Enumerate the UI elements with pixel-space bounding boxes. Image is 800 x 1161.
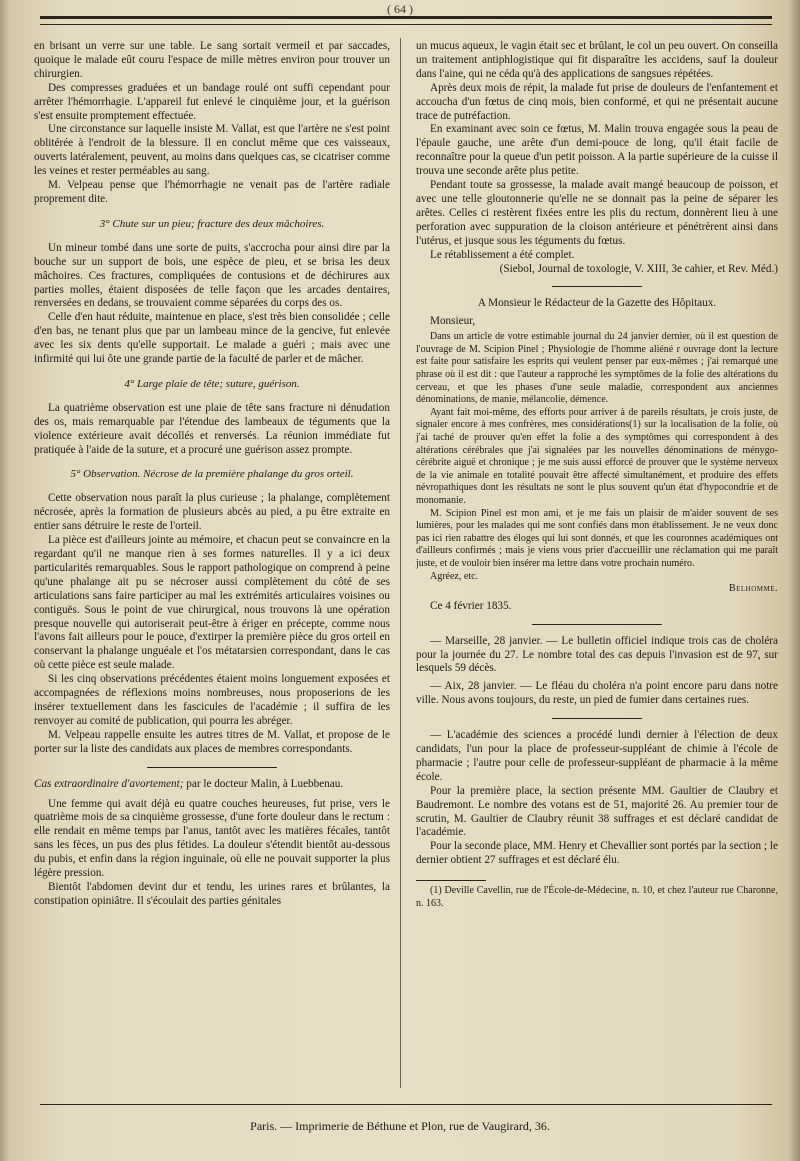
paragraph: Dans un article de votre estimable journal du 24 janvier dernier, où il est question de l'ouvrage de M. Scipion Pinel ; Physiologie de l'homme aliéné r ouvrage dont la lecture est faite pour satisfaire les esprits qui veulent penser par eux-mêmes ; j'ai remarqué une phrase où il est dit : que l'auteur a rapproché les symptômes de la folie des altérations du cerveau, et que les phases d'une seule maladie, correspondent aux anciennes dénominations, de manie, mélancolie, démence. [416, 331, 778, 406]
section-rule [552, 286, 642, 287]
top-rule [40, 16, 772, 25]
section-heading: 3° Chute sur un pieu; fracture des deux mâchoires. [99, 217, 325, 230]
article-title: Cas extraordinaire d'avortement; [34, 777, 184, 790]
imprint-footer: Paris. — Imprimerie de Béthune et Plon, rue de Vaugirard, 36. [250, 1119, 550, 1133]
paragraph: Une femme qui avait déjà eu quatre couches heureuses, fut prise, vers le quatrième mois de sa cinquième grossesse, d'une forte douleur dans le rectum : elle rendait en même temps par l'anus, tantôt avec les matières fécales, tantôt sans les fèces, un pus des plus fétides. La douleur s'étendit bientôt au-dessous du pubis, et enfin dans la région inguinale, où elle ne pouvait supporter la plus légère pression. [34, 797, 390, 880]
signature: Belhomme. [728, 583, 778, 595]
news-item: — Aix, 28 janvier. — Le fléau du choléra n'a point encore paru dans notre ville. Nous avons toujours, du reste, un pied de fumier dans certaines rues. [416, 680, 778, 707]
paragraph: Un mineur tombé dans une sorte de puits, s'accrocha pour ainsi dire par la bouche sur un support de bois, une espèce de pieu, et se brisa les deux mâchoires. Ces fractures, compliquées de contusions et de déchirures aux parties molles, étaient disposées de telle façon que les arcades dentaires, renversées en dedans, se trouvaient comme séparées du corps des os. [34, 241, 390, 310]
footer-rule [40, 1104, 772, 1105]
paragraph: Cette observation nous paraît la plus curieuse ; la phalange, complètement nécrosée, après la formation de plusieurs abcès au pied, a pu être extraite en entier sans détruire le reste de l'orteil. [34, 492, 390, 533]
paragraph: La quatrième observation est une plaie de tête sans fracture ni dénudation des os, mais remarquable par l'étendue des lambeaux de téguments que la violence extérieure avait décollés et renversés. La réunion immédiate fut pratiquée à l'aide de la suture, et a procuré une guérison assez prompte. [34, 401, 390, 456]
paragraph: M. Velpeau pense que l'hémorrhagie ne venait pas de l'artère radiale proprement dite. [34, 179, 390, 205]
paragraph: En examinant avec soin ce fœtus, M. Malin trouva engagée sous la peau de l'épaule gauche, une arête d'un demi-pouce de long, qu'il était facile de reconnaître pour la queue d'un petit poisson. A la partie supérieure de la cuisse il trouva une seconde arête plus petite. [416, 123, 778, 178]
page-edge-shadow-left [0, 0, 10, 1161]
article-author: par le docteur Malin, à Luebbenau. [183, 777, 344, 790]
paragraph: Une circonstance sur laquelle insiste M. Vallat, est que l'artère ne s'est point oblitérée à l'endroit de la blessure. Il en conclut même que ces vaisseaux, ouverts latéralement, peuvent, au moins dans quelques cas, se cicatriser comme les veines et rester perméables au sang. [34, 123, 390, 178]
section-heading: 5° Observation. Nécrose de la première phalange du gros orteil. [70, 468, 354, 481]
paragraph: M. Scipion Pinel est mon ami, et je me fais un plaisir de m'aider souvent de ses lumières, pour les malades qui me sont confiés dans mon établissement. Je ne veux donc pas ici rien rabattre des éloges qui lui sont donnés, et que les couronnes académiques ont d'ailleurs confirmés ; mais je viens vous prier d'accueillir une réclamation qui me paraît juste, et de vouloir bien insérer ma lettre dans votre prochain numéro. [416, 507, 778, 569]
paragraph: Des compresses graduées et un bandage roulé ont suffi cependant pour arrêter l'hémorrhagie. L'appareil fut enlevé le cinquième jour, et la guérison s'est ensuite promptement effectuée. [34, 81, 390, 122]
paragraph: en brisant un verre sur une table. Le sang sortait vermeil et par saccades, quoique le malade eût couru l'espace de mille mètres environ pour trouver un chirurgien. [34, 40, 390, 80]
page-edge-shadow-right [788, 0, 800, 1161]
news-item: — Marseille, 28 janvier. — Le bulletin officiel indique trois cas de choléra pour la journée du 27. Le nombre total des cas depuis l'invasion est de 97, sur lesquels 59 décès. [416, 634, 778, 675]
footnote: (1) Deville Cavellin, rue de l'École-de-Médecine, n. 10, et chez l'auteur rue Charonne, n. 163. [416, 885, 778, 909]
footnote-rule [416, 880, 486, 881]
letter-date: Ce 4 février 1835. [430, 599, 512, 612]
article-heading [34, 778, 390, 792]
column-divider [400, 38, 401, 1088]
section-rule [147, 767, 277, 768]
section-rule [552, 718, 642, 719]
paragraph: un mucus aqueux, le vagin était sec et brûlant, le col un peu ouvert. On conseilla un traitement antiphlogistique qui fit disparaître les accidens, sauf la douleur dans l'aine, qui ne céda qu'à des applications de sangsues répétées. [416, 40, 778, 80]
right-column [416, 40, 778, 910]
paragraph: Pour la première place, la section présente MM. Gaultier de Claubry et Baudremont. Le nombre des votans est de 51, majorité 26. Au premier tour de scrutin, M. Gaultier de Claubry réunit 38 suffrages et est déclaré candidat de l'académie. [416, 784, 778, 839]
letter-heading: A Monsieur le Rédacteur de la Gazette des Hôpitaux. [477, 297, 717, 310]
salutation: Monsieur, [430, 315, 476, 328]
page-number: ( 64 ) [387, 2, 413, 16]
paragraph: Après deux mois de répit, la malade fut prise de douleurs de l'enfantement et accoucha d'un fœtus de cinq mois, bien conformé, et qui ne présentait aucune trace de putréfaction. [416, 81, 778, 122]
paragraph: Agréez, etc. [430, 570, 479, 582]
letter-body [416, 331, 778, 595]
section-heading: 4° Large plaie de tête; suture, guérison. [124, 377, 300, 390]
paragraph: Bientôt l'abdomen devint dur et tendu, les urines rares et brûlantes, la constipation opiniâtre. Il s'écoulait des parties génitales [34, 880, 390, 907]
paragraph: La pièce est d'ailleurs jointe au mémoire, et chacun peut se convaincre en la regardant qu'il ne manque rien à ses formes naturelles. Il y a ici deux particularités remarquables. Sous le rapport pathologique on comprend à peine qu'une phalange ait pu se nécroser aussi complètement du côté de ses articulations sans faire participer au mal les extrémités articulaires voisines ou contiguës. Sous le point de vue chirurgical, nous trouvons là une opération presque nouvelle qui autoriserait peut-être à ériger en précepte, comme nous l'avons fait ailleurs pour le pouce, d'extirper la première pièce du gros orteil en conservant la phalange unguéale et l'os métatarsien correspondant, dans le cas où cette pièce est seule malade. [34, 534, 390, 672]
paragraph: Pendant toute sa grossesse, la malade avait mangé beaucoup de poisson, et avec une telle gloutonnerie qu'elle ne se donnait pas la peine de séparer les arêtes. Celles ci restèrent fixées entre les plis du rectum, donnèrent lieu à une perforation avec suppuration de la cloison antérieure et pénétrèrent ainsi dans l'utérus, et jusque sous les téguments du fœtus. [416, 179, 778, 247]
paragraph: Pour la seconde place, MM. Henry et Chevallier sont portés par la section ; le dernier obtient 27 suffrages et est déclaré élu. [416, 840, 778, 867]
citation: (Siebol, Journal de toxologie, V. XIII, 3e cahier, et Rev. Méd.) [499, 262, 778, 275]
paragraph: Si les cinq observations précédentes étaient moins longuement exposées et accompagnées de réflexions moins nombreuses, nous proposerions de les insérer textuellement dans les fascicules de l'académie ; il suffira de les renvoyer au comité de publication, qui pourra les abréger. [34, 673, 390, 727]
left-column [34, 40, 390, 909]
paragraph: M. Velpeau rappelle ensuite les autres titres de M. Vallat, et propose de le porter sur la liste des candidats aux places de membres correspondants. [34, 728, 390, 755]
paragraph: Le rétablissement a été complet. [430, 248, 575, 261]
news-item: — L'académie des sciences a procédé lundi dernier à l'élection de deux candidats, l'un pour la place de professeur-suppléant de chimie à l'école de pharmacie ; l'autre pour celle de professeur-suppléant de pharmacie à la même école. [416, 729, 778, 783]
paragraph: Ayant fait moi-même, des efforts pour arriver à de pareils résultats, je crois juste, de signaler encore à mes confrères, mes considérations(1) sur la localisation de la folie, où j'ai taché de prouver qu'en effet la folie a des symptômes qui correspondent à des altérations cérébrales que j'ai signalées par les nouvelles dénominations de ménygo-cérébrite aiguë et chronique ; je me suis aussi efforcé de prouver que le système nerveux de la vie animale en totalité pouvait être affecté simultanément, et produire des effets névropathiques dont les résultats ne sont le plus souvent qu'un état d'hypocondrie et de monomanie. [416, 406, 778, 506]
paragraph: Celle d'en haut réduite, maintenue en place, s'est très bien consolidée ; celle d'en bas, ne tenant plus que par un lambeau mince de la gencive, fut enlevée avec les six dents qu'elle supportait. Le malade a guéri ; mais avec une infirmité qui lui ôte une grande partie de la faculté de parler et de mâcher. [34, 311, 390, 366]
section-rule [532, 624, 662, 625]
